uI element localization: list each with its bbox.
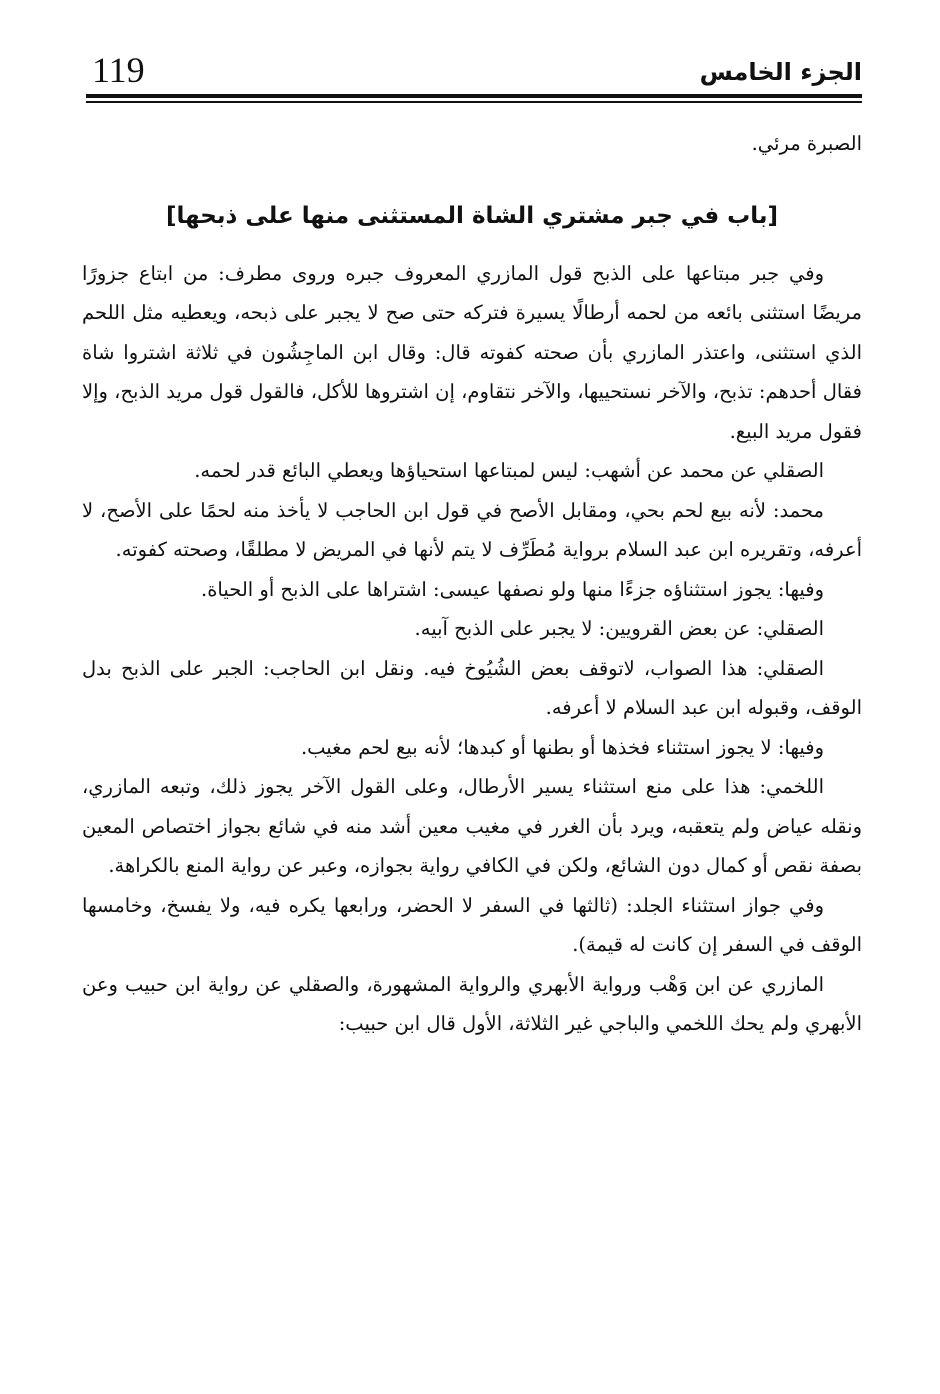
- paragraph: وفيها: يجوز استثناؤه جزءًا منها ولو نصفها عيسى: اشتراها على الذبح أو الحياة.: [201, 577, 824, 601]
- lead-line: الصبرة مرئي.: [751, 132, 862, 155]
- header-rule-thin: [86, 101, 862, 103]
- page-body: [82, 124, 862, 1044]
- paragraph: الصقلي: هذا الصواب، لاتوقف بعض الشُيُوخ فيه. ونقل ابن الحاجب: الجبر على الذبح بدل الوقف، وقبوله ابن عبد السلام لا أعرفه.: [82, 656, 862, 719]
- section-title: [باب في جبر مشتري الشاة المستثنى منها على ذبحها]: [165, 202, 779, 229]
- paragraph: وفي جواز استثناء الجلد: (ثالثها في السفر لا الحضر، ورابعها يكره فيه، ولا يفسخ، وخامسها الوقف في السفر إن كانت له قيمة).: [82, 893, 862, 956]
- running-title: الجزء الخامس: [699, 58, 862, 86]
- paragraph: اللخمي: هذا على منع استثناء يسير الأرطال، وعلى القول الآخر يجوز ذلك، وتبعه المازري، ونقله عياض ولم يتعقبه، ويرد بأن الغرر في مغيب معين أشد منه في شائع بجواز اختصاص المعين بصفة نقص أو كمال دون الشائع، ولكن في الكافي رواية بجوازه، وعبر عن رواية المنع بالكراهة.: [82, 775, 862, 877]
- page-number: 119: [92, 50, 145, 90]
- paragraph: محمد: لأنه بيع لحم بحي، ومقابل الأصح في قول ابن الحاجب لا يأخذ منه لحمًا على الأصح، لا أعرفه، وتقريره ابن عبد السلام برواية مُطَرِّف لا يتم لأنها في المريض لا مطلقًا، وصحته كفوته.: [82, 498, 862, 561]
- header-rule-thick: [86, 94, 862, 98]
- paragraph: وفي جبر مبتاعها على الذبح قول المازري المعروف جبره وروى مطرف: من ابتاع جزورًا مريضًا استثنى بائعه من لحمه أرطالًا يسيرة فتركه حتى صح لا يجبر على ذبحه، ويعطيه مثل اللحم الذي استثنى، واعتذر المازري بأن صحته كفوته قال: وقال ابن الماجِشُون في ثلاثة اشتروا شاة فقال أحدهم: تذبح، والآخر نستحييها، والآخر نتقاوم، إن اشتروها للأكل، فالقول قول مريد الذبح، وإلا فقول مريد البيع.: [82, 261, 862, 443]
- paragraph: وفيها: لا يجوز استثناء فخذها أو بطنها أو كبدها؛ لأنه بيع لحم مغيب.: [300, 735, 824, 759]
- paragraph: الصقلي عن محمد عن أشهب: ليس لمبتاعها استحياؤها ويعطي البائع قدر لحمه.: [194, 459, 824, 482]
- paragraph: المازري عن ابن وَهْب ورواية الأبهري والرواية المشهورة، والصقلي عن رواية ابن حبيب وعن الأبهري ولم يحك اللخمي والباجي غير الثلاثة، الأول قال ابن حبيب:: [82, 972, 862, 1035]
- paragraph: الصقلي: عن بعض القرويين: لا يجبر على الذبح آبيه.: [414, 617, 824, 640]
- page-header: [86, 50, 862, 100]
